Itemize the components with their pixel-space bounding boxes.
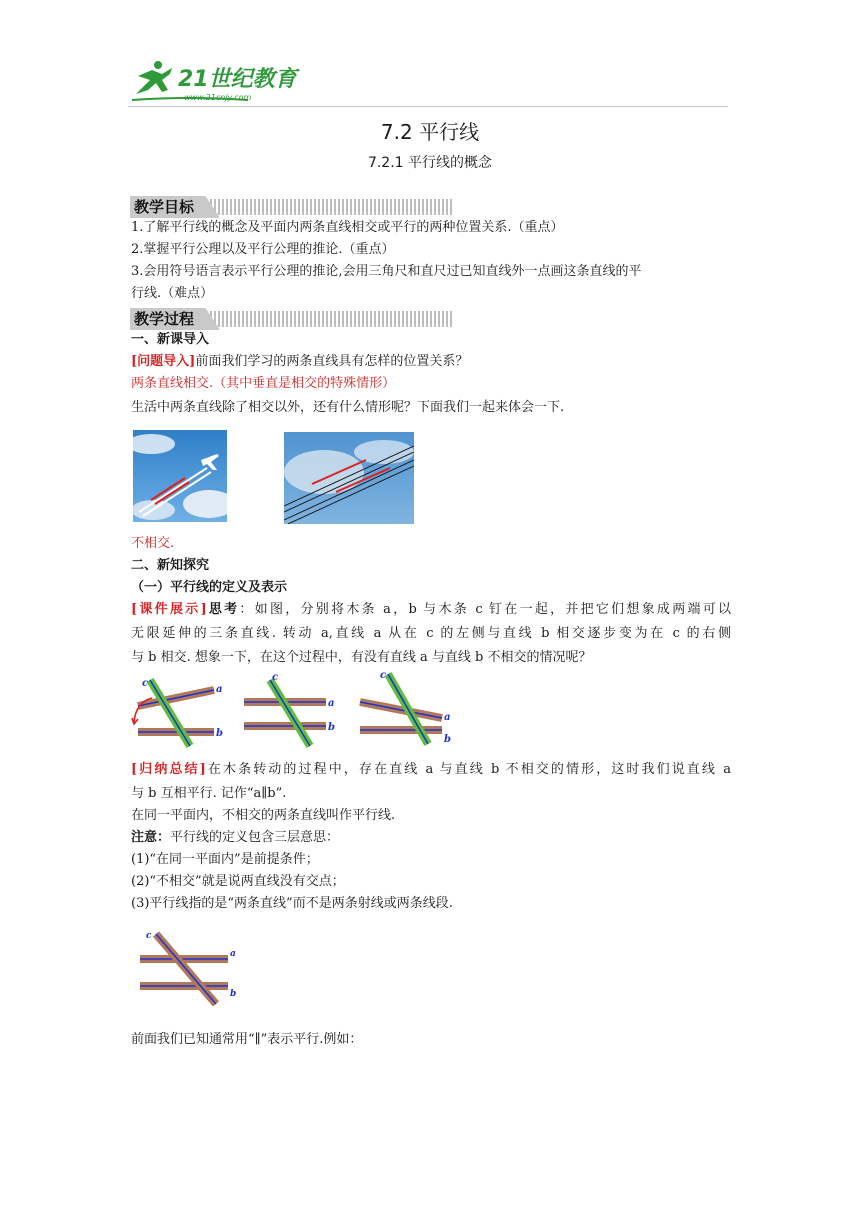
subsection-heading: （一）平行线的定义及表示 xyxy=(131,580,288,595)
goal-item: 1.了解平行线的概念及平面内两条直线相交或平行的两种位置关系.（重点） xyxy=(131,220,564,235)
page-title: 7.2 平行线 xyxy=(380,120,480,144)
summary-line: 与 b 互相平行. 记作“a∥b”. xyxy=(131,786,287,801)
think-line: 无限延伸的三条直线. 转动 a,直线 a 从在 c 的左侧与直线 b 相交逐步变为在 c 的右侧 xyxy=(131,626,731,641)
note-item: (1)“在同一平面内”是前提条件； xyxy=(131,852,319,867)
summary-tag: [归纳总结] xyxy=(131,762,206,777)
rotation-figure-3 xyxy=(354,668,458,748)
question-answer: 两条直线相交.（其中垂直是相交的特殊情形） xyxy=(131,376,396,391)
note-label: 注意： xyxy=(131,830,171,845)
svg-text:c: c xyxy=(142,678,149,689)
power-lines-photo xyxy=(284,432,414,524)
svg-text:21世纪教育: 21世纪教育 xyxy=(178,67,297,92)
note-line: 注意：平行线的定义包含三层意思： xyxy=(131,830,340,845)
svg-text:a: a xyxy=(216,684,223,695)
question-tag: [问题导入] xyxy=(131,354,196,369)
svg-text:b: b xyxy=(328,722,335,733)
svg-text:a: a xyxy=(230,949,236,959)
question-text: 前面我们学习的两条直线具有怎样的位置关系？ xyxy=(195,354,469,369)
svg-text:www.21cnjy.com: www.21cnjy.com xyxy=(184,93,252,102)
page-subtitle: 7.2.1 平行线的概念 xyxy=(367,155,493,171)
airplane-contrail-photo xyxy=(133,430,227,522)
goal-item: 2.掌握平行公理以及平行公理的推论.（重点） xyxy=(131,242,395,257)
closing-line: 前面我们已知通常用“∥”表示平行.例如： xyxy=(131,1032,363,1047)
intro-text: 生活中两条直线除了相交以外，还有什么情形呢？下面我们一起来体会一下. xyxy=(131,400,565,415)
think-line: 与 b 相交. 想象一下，在这个过程中，有没有直线 a 与直线 b 不相交的情况呢？ xyxy=(131,650,592,665)
part-heading: 二、新知探究 xyxy=(131,558,210,573)
goal-item: 行线.（难点） xyxy=(131,286,214,301)
definition: 在同一平面内，不相交的两条直线叫作平行线. xyxy=(131,808,396,823)
logo xyxy=(128,56,308,104)
section-header-goals: 教学目标 xyxy=(130,196,452,218)
svg-text:a: a xyxy=(444,712,451,723)
svg-text:b: b xyxy=(444,734,451,745)
think-line: [课件展示]思考：如图，分别将木条 a，b 与木条 c 钉在一起，并把它们想象成两端可以 xyxy=(131,602,731,617)
parallel-lines-figure xyxy=(134,926,242,1006)
svg-text:c: c xyxy=(146,931,152,941)
svg-text:a: a xyxy=(328,698,335,709)
svg-text:c: c xyxy=(380,670,387,681)
rotation-figure-1 xyxy=(128,676,228,748)
svg-text:c: c xyxy=(272,672,279,683)
show-tag: [课件展示] xyxy=(131,602,207,617)
note-item: (3)平行线指的是“两条直线”而不是两条射线或两条线段. xyxy=(131,896,453,911)
part-heading: 一、新课导入 xyxy=(131,332,210,347)
think-label: 思考 xyxy=(206,602,240,617)
rotation-figure-2 xyxy=(240,672,340,748)
section-header-process: 教学过程 xyxy=(130,308,452,330)
summary-line: [归纳总结]在木条转动的过程中，存在直线 a 与直线 b 不相交的情形，这时我们说直线 a xyxy=(131,762,731,777)
header-rule xyxy=(128,106,728,107)
goal-item: 3.会用符号语言表示平行公理的推论,会用三角尺和直尺过已知直线外一点画这条直线的平 xyxy=(131,264,642,279)
svg-text:b: b xyxy=(230,989,237,999)
not-intersect-note: 不相交. xyxy=(131,536,175,551)
svg-text:b: b xyxy=(216,728,223,739)
note-item: (2)“不相交”就是说两直线没有交点； xyxy=(131,874,345,889)
question-line xyxy=(131,352,731,372)
